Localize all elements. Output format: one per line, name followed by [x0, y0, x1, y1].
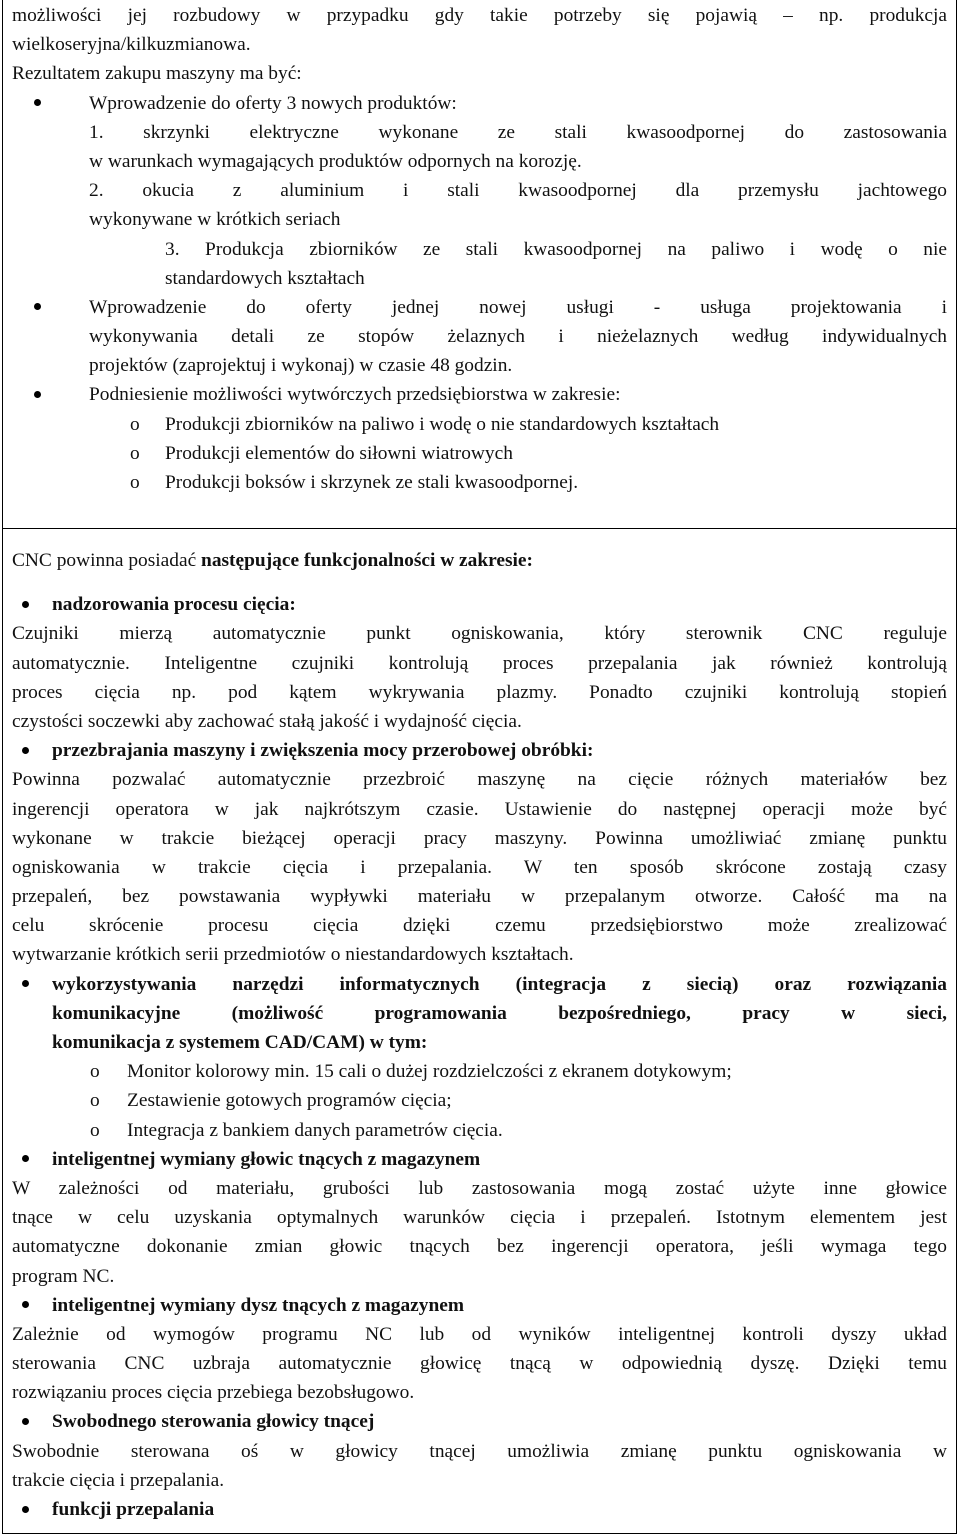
section-heading-cont: komunikacja z systemem CAD/CAM) w tym:	[52, 1032, 428, 1053]
paragraph-line: ingerencji operatora w jak najkrótszym czasie. Ustawienie do następnej operacji może być	[12, 798, 947, 820]
paragraph-line: program NC.	[12, 1265, 115, 1287]
paragraph-line: wielkoseryjna/kilkuzmianowa.	[12, 34, 251, 56]
bullet-icon	[30, 293, 44, 322]
paragraph-line: przepaleń, bez powstawania wypływki materiału w przepalanym otworze. Całość ma na	[12, 886, 947, 908]
circle-bullet-icon: o	[130, 413, 140, 435]
section-heading: inteligentnej wymiany głowic tnących z magazynem	[12, 1145, 947, 1174]
paragraph-line: czystości soczewki aby zachować stałą jakość i wydajność cięcia.	[12, 710, 522, 732]
section-heading: przezbrajania maszyny i zwiększenia mocy przerobowej obróbki:	[12, 736, 947, 765]
bullet-icon	[18, 736, 32, 765]
circle-bullet-icon: o	[130, 442, 140, 464]
paragraph-line: celu skrócenie procesu cięcia dzięki czemu przedsiębiorstwo może zrealizować	[12, 915, 947, 937]
sub-list-item: o Monitor kolorowy min. 15 cali o dużej rozdzielczości z ekranem dotykowym;	[12, 1057, 947, 1086]
section-heading: inteligentnej wymiany dysz tnących z magazynem	[12, 1291, 947, 1320]
paragraph-line: sterowania CNC uzbraja automatycznie głowicę tnącą w odpowiednią dyszę. Dzięki temu	[12, 1353, 947, 1375]
sub-list-item: o Produkcji elementów do siłowni wiatrowych	[12, 439, 947, 468]
section-heading: Swobodnego sterowania głowicy tnącej	[12, 1407, 947, 1436]
paragraph-line: rozwiązaniu proces cięcia przebiega bezobsługowo.	[12, 1382, 415, 1404]
numbered-item: 3. Produkcja zbiorników ze stali kwasoodpornej na paliwo i wodę o nie	[165, 238, 947, 260]
paragraph-line: automatyczne dokonanie zmian głowic tnących bez ingerencji operatora, jeśli wymaga tego	[12, 1236, 947, 1258]
sub-list-item: o Produkcji boksów i skrzynek ze stali kwasoodpornej.	[12, 468, 947, 497]
bullet-icon	[18, 1291, 32, 1320]
list-item	[12, 89, 947, 118]
list-item-text: Podniesienie możliwości wytwórczych przedsiębiorstwa w zakresie:	[89, 384, 621, 406]
list-item-text: Wprowadzenie do oferty 3 nowych produktów:	[89, 92, 457, 114]
numbered-item-cont: wykonywane w krótkich seriach	[89, 209, 341, 231]
bullet-icon	[18, 590, 32, 619]
bullet-icon	[18, 1145, 32, 1174]
top-cell	[12, 1, 947, 497]
paragraph-line: W zależności od materiału, grubości lub zastosowania mogą zostać użyte inne głowice	[12, 1177, 947, 1199]
paragraph-line: Powinna pozwalać automatycznie przezbroić maszynę na cięcie różnych materiałów bez	[12, 769, 947, 791]
list-item-text: Wprowadzenie do oferty jednej nowej usługi - usługa projektowania i	[89, 296, 947, 318]
circle-bullet-icon: o	[90, 1090, 100, 1112]
section-heading: wykorzystywania narzędzi informatycznych (integracja z siecią) oraz rozwiązania	[12, 970, 947, 999]
paragraph-line: trakcie cięcia i przepalania.	[12, 1469, 225, 1491]
list-item-text: wykonywania detali ze stopów żelaznych i nieżelaznych według indywidualnych	[89, 326, 947, 348]
bullet-icon	[18, 970, 32, 999]
paragraph-line: Czujniki mierzą automatycznie punkt ogniskowania, który sterownik CNC reguluje	[12, 623, 947, 645]
numbered-item-cont: w warunkach wymagających produktów odpornych na korozję.	[89, 150, 582, 172]
list-item	[12, 380, 947, 409]
circle-bullet-icon: o	[130, 472, 140, 493]
sub-list-item: o Integracja z bankiem danych parametrów cięcia.	[12, 1116, 947, 1145]
paragraph-line: proces cięcia np. pod kątem wykrywania plazmy. Ponadto czujniki kontrolują stopień	[12, 681, 947, 703]
list-item-text: projektów (zaprojektuj i wykonaj) w czasie 48 godzin.	[89, 355, 513, 377]
sub-list-item: o Zestawienie gotowych programów cięcia;	[12, 1086, 947, 1115]
paragraph-line: automatycznie. Inteligentne czujniki kontrolują proces przepalania jak również kontrolują	[12, 652, 947, 674]
paragraph-line: możliwości jej rozbudowy w przypadku gdy takie potrzeby się pojawią – np. produkcja	[12, 5, 947, 26]
circle-bullet-icon: o	[90, 1061, 100, 1083]
sub-list-item: o Produkcji zbiorników na paliwo i wodę o nie standardowych kształtach	[12, 410, 947, 439]
list-item	[12, 293, 947, 322]
numbered-item: 1. skrzynki elektryczne wykonane ze stali kwasoodpornej do zastosowania	[89, 121, 947, 143]
numbered-item: 2. okucia z aluminium i stali kwasoodpornej dla przemysłu jachtowego	[89, 180, 947, 202]
paragraph-line: Zależnie od wymogów programu NC lub od wyników inteligentnej kontroli dyszy układ	[12, 1323, 947, 1345]
bullet-icon	[30, 89, 44, 118]
bottom-cell	[12, 546, 947, 1524]
intro-line: CNC powinna posiadać następujące funkcjonalności w zakresie:	[12, 550, 534, 571]
section-heading: nadzorowania procesu cięcia:	[12, 590, 947, 619]
paragraph-line: Rezultatem zakupu maszyny ma być:	[12, 63, 302, 85]
bullet-icon	[30, 380, 44, 409]
circle-bullet-icon: o	[90, 1119, 100, 1141]
paragraph-line: wytwarzanie krótkich serii przedmiotów o niestandardowych kształtach.	[12, 944, 574, 966]
table-row-divider	[2, 528, 956, 529]
section-heading-cont: komunikacyjne (możliwość programowania bezpośredniego, pracy w sieci,	[52, 1002, 947, 1024]
bullet-icon	[18, 1495, 32, 1524]
numbered-item-cont: standardowych kształtach	[165, 267, 365, 289]
section-heading: funkcji przepalania	[12, 1495, 947, 1524]
paragraph-line: Swobodnie sterowana oś w głowicy tnącej umożliwia zmianę punktu ogniskowania w	[12, 1440, 947, 1462]
paragraph-line: ogniskowania w trakcie cięcia i przepalania. W ten sposób skrócone zostają czasy	[12, 856, 947, 878]
paragraph-line: wykonane w trakcie bieżącej operacji pracy maszyny. Powinna umożliwiać zmianę punktu	[12, 827, 947, 849]
bullet-icon	[18, 1407, 32, 1436]
paragraph-line: tnące w celu uzyskania optymalnych warunków cięcia i przepaleń. Istotnym elementem jest	[12, 1207, 947, 1229]
